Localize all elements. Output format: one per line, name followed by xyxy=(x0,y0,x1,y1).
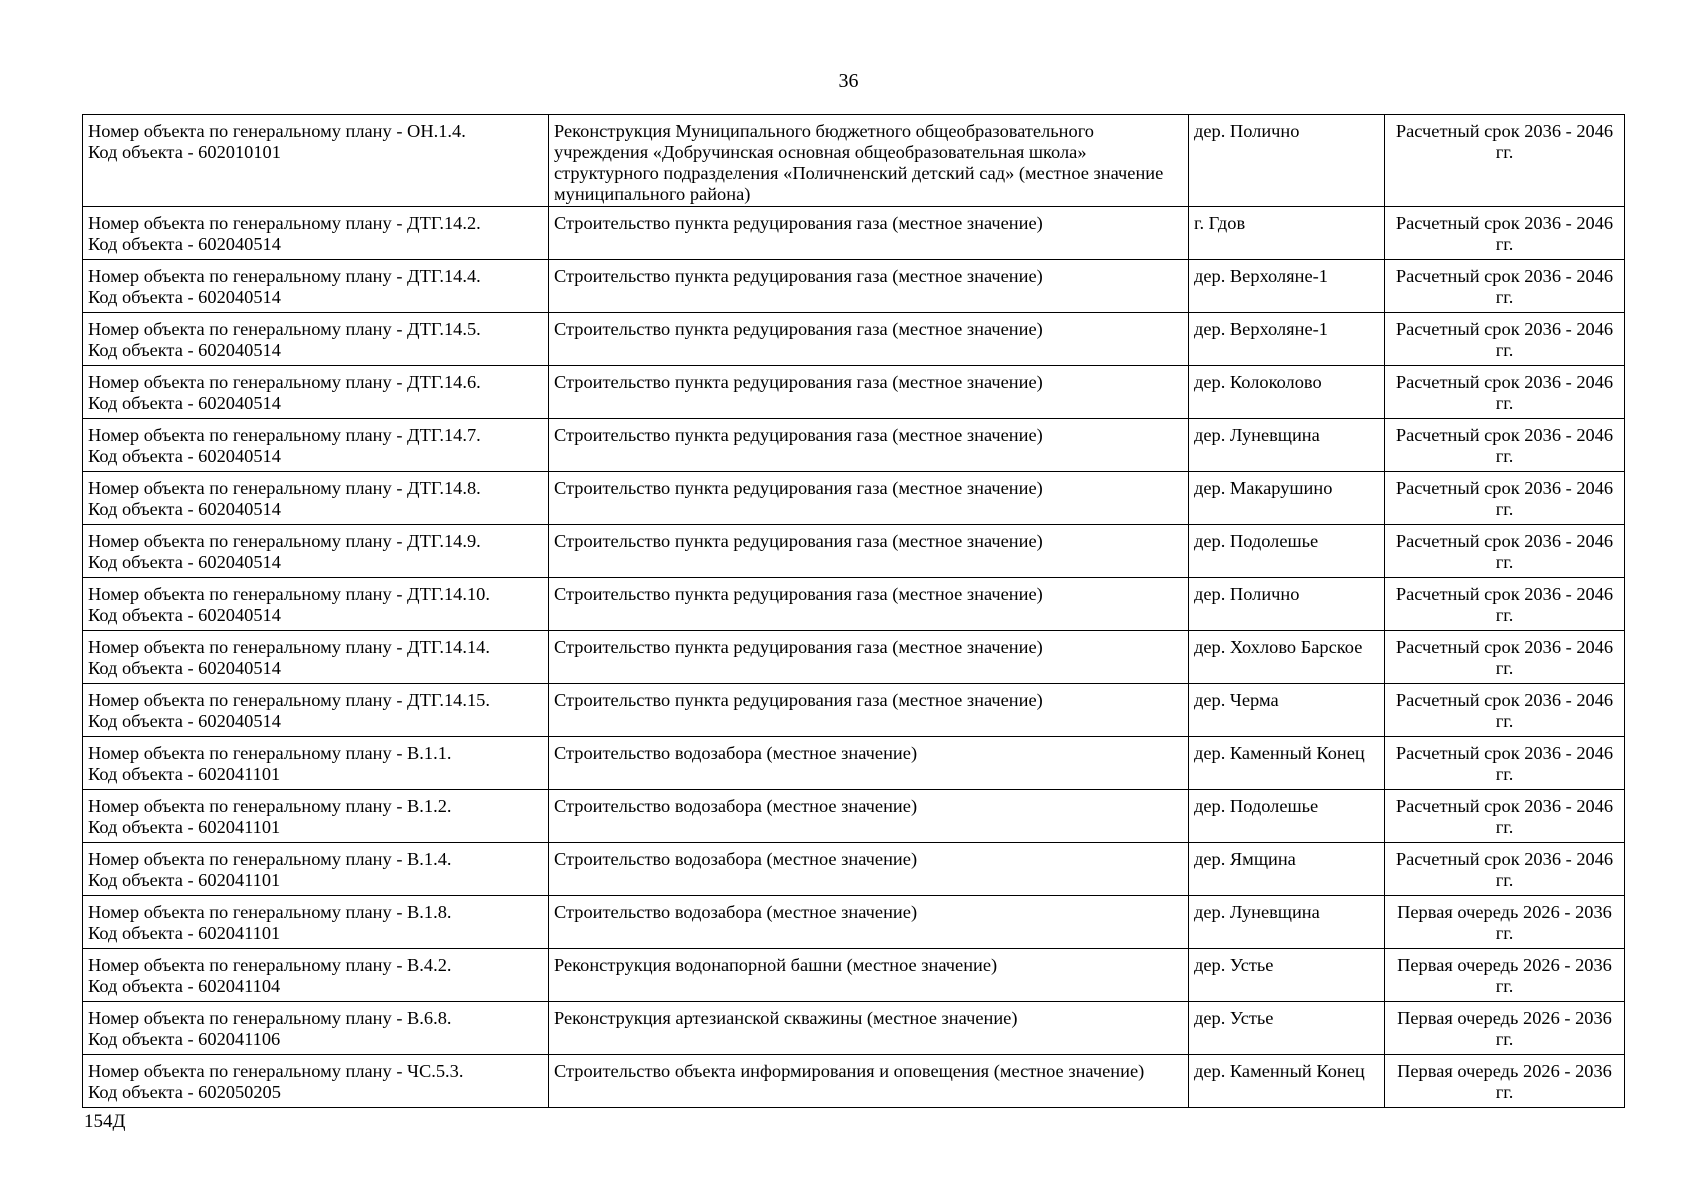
table-row xyxy=(83,419,1625,472)
table-row xyxy=(83,949,1625,1002)
object-number-cell xyxy=(83,419,549,472)
object-description: Строительство пункта редуцирования газа (местное значение) xyxy=(549,631,1189,684)
object-description: Строительство водозабора (местное значение) xyxy=(549,737,1189,790)
object-code: Код объекта - 602040514 xyxy=(88,234,281,254)
implementation-term: Расчетный срок 2036 - 2046 гг. xyxy=(1385,260,1625,313)
implementation-term: Расчетный срок 2036 - 2046 гг. xyxy=(1385,525,1625,578)
plan-number: Номер объекта по генеральному плану - ДТГ.14.6. xyxy=(88,372,481,392)
object-description: Строительство пункта редуцирования газа (местное значение) xyxy=(549,260,1189,313)
object-description: Реконструкция артезианской скважины (местное значение) xyxy=(549,1002,1189,1055)
implementation-term: Расчетный срок 2036 - 2046 гг. xyxy=(1385,631,1625,684)
implementation-term: Расчетный срок 2036 - 2046 гг. xyxy=(1385,419,1625,472)
table-row xyxy=(83,260,1625,313)
plan-number: Номер объекта по генеральному плану - ДТГ.14.7. xyxy=(88,425,481,445)
object-description: Строительство водозабора (местное значение) xyxy=(549,843,1189,896)
page-number: 36 xyxy=(838,70,859,92)
object-location: дер. Полично xyxy=(1189,578,1385,631)
object-description: Реконструкция Муниципального бюджетного общеобразовательного учреждения «Добручинская основная общеобразовательная школа» структурного подразделения «Поличненский детский сад» (местное значение муниципального района) xyxy=(549,115,1189,207)
object-code: Код объекта - 602050205 xyxy=(88,1082,281,1102)
object-description: Строительство пункта редуцирования газа (местное значение) xyxy=(549,207,1189,260)
plan-number: Номер объекта по генеральному плану - В.4.2. xyxy=(88,955,452,975)
object-number-cell xyxy=(83,737,549,790)
object-description: Строительство пункта редуцирования газа (местное значение) xyxy=(549,578,1189,631)
table-row xyxy=(83,1002,1625,1055)
object-number-cell xyxy=(83,313,549,366)
object-location: дер. Устье xyxy=(1189,1002,1385,1055)
object-number-cell xyxy=(83,207,549,260)
implementation-term: Первая очередь 2026 - 2036 гг. xyxy=(1385,1055,1625,1108)
object-number-cell xyxy=(83,115,549,207)
object-description: Строительство объекта информирования и оповещения (местное значение) xyxy=(549,1055,1189,1108)
object-location: дер. Каменный Конец xyxy=(1189,737,1385,790)
implementation-term: Расчетный срок 2036 - 2046 гг. xyxy=(1385,578,1625,631)
object-code: Код объекта - 602010101 xyxy=(88,142,281,162)
object-description: Строительство пункта редуцирования газа (местное значение) xyxy=(549,684,1189,737)
table-row xyxy=(83,1055,1625,1108)
object-description: Строительство пункта редуцирования газа (местное значение) xyxy=(549,419,1189,472)
object-description: Строительство пункта редуцирования газа (местное значение) xyxy=(549,313,1189,366)
objects-table-body xyxy=(83,115,1625,1108)
object-number-cell xyxy=(83,790,549,843)
object-code: Код объекта - 602040514 xyxy=(88,393,281,413)
object-code: Код объекта - 602040514 xyxy=(88,446,281,466)
implementation-term: Расчетный срок 2036 - 2046 гг. xyxy=(1385,313,1625,366)
implementation-term: Расчетный срок 2036 - 2046 гг. xyxy=(1385,115,1625,207)
object-location: дер. Луневщина xyxy=(1189,419,1385,472)
object-location: дер. Колоколово xyxy=(1189,366,1385,419)
plan-number: Номер объекта по генеральному плану - ДТГ.14.10. xyxy=(88,584,490,604)
table-row xyxy=(83,737,1625,790)
object-number-cell xyxy=(83,1055,549,1108)
object-number-cell xyxy=(83,684,549,737)
implementation-term: Первая очередь 2026 - 2036 гг. xyxy=(1385,896,1625,949)
plan-number: Номер объекта по генеральному плану - ЧС.5.3. xyxy=(88,1061,464,1081)
object-number-cell xyxy=(83,578,549,631)
plan-number: Номер объекта по генеральному плану - ДТГ.14.14. xyxy=(88,637,490,657)
object-number-cell xyxy=(83,366,549,419)
implementation-term: Расчетный срок 2036 - 2046 гг. xyxy=(1385,790,1625,843)
table-row xyxy=(83,366,1625,419)
plan-number: Номер объекта по генеральному плану - В.6.8. xyxy=(88,1008,452,1028)
object-description: Строительство водозабора (местное значение) xyxy=(549,790,1189,843)
plan-number: Номер объекта по генеральному плану - ДТГ.14.5. xyxy=(88,319,481,339)
object-number-cell xyxy=(83,525,549,578)
object-description: Строительство пункта редуцирования газа (местное значение) xyxy=(549,366,1189,419)
implementation-term: Расчетный срок 2036 - 2046 гг. xyxy=(1385,843,1625,896)
plan-number: Номер объекта по генеральному плану - В.1.8. xyxy=(88,902,452,922)
object-number-cell xyxy=(83,472,549,525)
object-location: дер. Макарушино xyxy=(1189,472,1385,525)
object-code: Код объекта - 602041101 xyxy=(88,870,281,890)
implementation-term: Первая очередь 2026 - 2036 гг. xyxy=(1385,949,1625,1002)
table-row xyxy=(83,525,1625,578)
plan-number: Номер объекта по генеральному плану - В.1.4. xyxy=(88,849,452,869)
object-location: дер. Луневщина xyxy=(1189,896,1385,949)
object-code: Код объекта - 602041101 xyxy=(88,817,281,837)
implementation-term: Расчетный срок 2036 - 2046 гг. xyxy=(1385,684,1625,737)
table-row xyxy=(83,578,1625,631)
implementation-term: Расчетный срок 2036 - 2046 гг. xyxy=(1385,472,1625,525)
object-location: дер. Ямщина xyxy=(1189,843,1385,896)
object-location: дер. Хохлово Барское xyxy=(1189,631,1385,684)
table-row xyxy=(83,313,1625,366)
object-location: дер. Верхоляне-1 xyxy=(1189,313,1385,366)
object-location: дер. Верхоляне-1 xyxy=(1189,260,1385,313)
plan-number: Номер объекта по генеральному плану - ДТГ.14.15. xyxy=(88,690,490,710)
object-code: Код объекта - 602040514 xyxy=(88,658,281,678)
object-location: дер. Черма xyxy=(1189,684,1385,737)
object-code: Код объекта - 602040514 xyxy=(88,605,281,625)
object-code: Код объекта - 602041101 xyxy=(88,923,281,943)
object-description: Реконструкция водонапорной башни (местное значение) xyxy=(549,949,1189,1002)
object-location: дер. Полично xyxy=(1189,115,1385,207)
footer-document-code: 154Д xyxy=(84,1111,126,1132)
table-row xyxy=(83,207,1625,260)
table-row xyxy=(83,115,1625,207)
implementation-term: Первая очередь 2026 - 2036 гг. xyxy=(1385,1002,1625,1055)
table-row xyxy=(83,843,1625,896)
object-number-cell xyxy=(83,631,549,684)
plan-number: Номер объекта по генеральному плану - ОН.1.4. xyxy=(88,121,466,141)
implementation-term: Расчетный срок 2036 - 2046 гг. xyxy=(1385,207,1625,260)
object-number-cell xyxy=(83,949,549,1002)
objects-table xyxy=(82,114,1625,1108)
implementation-term: Расчетный срок 2036 - 2046 гг. xyxy=(1385,737,1625,790)
implementation-term: Расчетный срок 2036 - 2046 гг. xyxy=(1385,366,1625,419)
table-row xyxy=(83,896,1625,949)
plan-number: Номер объекта по генеральному плану - В.1.2. xyxy=(88,796,452,816)
plan-number: Номер объекта по генеральному плану - ДТГ.14.9. xyxy=(88,531,481,551)
object-location: дер. Устье xyxy=(1189,949,1385,1002)
object-location: дер. Подолешье xyxy=(1189,525,1385,578)
object-code: Код объекта - 602040514 xyxy=(88,340,281,360)
table-row xyxy=(83,472,1625,525)
object-code: Код объекта - 602040514 xyxy=(88,711,281,731)
plan-number: Номер объекта по генеральному плану - ДТГ.14.4. xyxy=(88,266,481,286)
plan-number: Номер объекта по генеральному плану - ДТГ.14.2. xyxy=(88,213,481,233)
table-row xyxy=(83,790,1625,843)
object-description: Строительство водозабора (местное значение) xyxy=(549,896,1189,949)
object-code: Код объекта - 602041101 xyxy=(88,764,281,784)
table-row xyxy=(83,684,1625,737)
object-number-cell xyxy=(83,843,549,896)
plan-number: Номер объекта по генеральному плану - ДТГ.14.8. xyxy=(88,478,481,498)
object-location: дер. Подолешье xyxy=(1189,790,1385,843)
object-number-cell xyxy=(83,1002,549,1055)
object-code: Код объекта - 602040514 xyxy=(88,552,281,572)
object-description: Строительство пункта редуцирования газа (местное значение) xyxy=(549,472,1189,525)
object-code: Код объекта - 602040514 xyxy=(88,499,281,519)
plan-number: Номер объекта по генеральному плану - В.1.1. xyxy=(88,743,452,763)
object-code: Код объекта - 602041104 xyxy=(88,976,281,996)
object-number-cell xyxy=(83,260,549,313)
object-code: Код объекта - 602041106 xyxy=(88,1029,281,1049)
object-location: дер. Каменный Конец xyxy=(1189,1055,1385,1108)
object-location: г. Гдов xyxy=(1189,207,1385,260)
object-number-cell xyxy=(83,896,549,949)
object-code: Код объекта - 602040514 xyxy=(88,287,281,307)
table-row xyxy=(83,631,1625,684)
object-description: Строительство пункта редуцирования газа (местное значение) xyxy=(549,525,1189,578)
